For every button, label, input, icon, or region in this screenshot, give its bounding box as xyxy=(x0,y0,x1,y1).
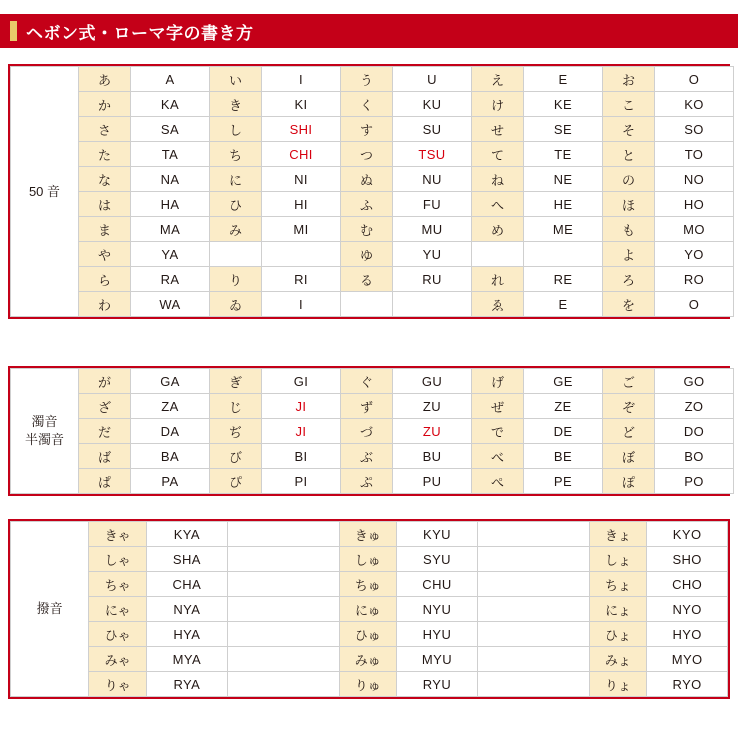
kana-cell: きゅ xyxy=(339,522,397,547)
kana-cell: ぼ xyxy=(603,444,655,469)
kana-cell: ち xyxy=(210,142,262,167)
spacer-cell xyxy=(227,672,339,697)
romaji-cell: RI xyxy=(262,267,341,292)
romaji-cell: TE xyxy=(524,142,603,167)
kana-cell: け xyxy=(472,92,524,117)
kana-cell: に xyxy=(210,167,262,192)
romaji-cell: PA xyxy=(131,469,210,494)
romaji-irregular: ZU xyxy=(422,423,442,439)
kana-cell: そ xyxy=(603,117,655,142)
romaji-irregular: TSU xyxy=(418,146,446,162)
romaji-cell: SO xyxy=(655,117,734,142)
romaji-cell: MA xyxy=(131,217,210,242)
romaji-cell xyxy=(262,394,341,419)
kana-cell: にゅ xyxy=(339,597,397,622)
kana-cell: の xyxy=(603,167,655,192)
romaji-cell: HO xyxy=(655,192,734,217)
kana-cell: へ xyxy=(472,192,524,217)
youon-table-block xyxy=(8,519,730,699)
kana-cell: う xyxy=(341,67,393,92)
romaji-cell: TA xyxy=(131,142,210,167)
kana-cell: ろ xyxy=(603,267,655,292)
kana-cell: え xyxy=(472,67,524,92)
romaji-cell: BE xyxy=(524,444,603,469)
spacer-cell xyxy=(227,572,339,597)
row-label-line: 半濁音 xyxy=(24,432,64,447)
romaji-irregular: JI xyxy=(295,398,307,414)
kana-cell: ひょ xyxy=(589,622,647,647)
row-label-line: 濁音 xyxy=(31,414,58,430)
romaji-cell: SU xyxy=(393,117,472,142)
kana-cell: す xyxy=(341,117,393,142)
spacer-cell xyxy=(477,647,589,672)
romaji-cell: NYO xyxy=(647,597,728,622)
kana-cell: ゑ xyxy=(472,292,524,317)
romaji-cell: BO xyxy=(655,444,734,469)
kana-cell: わ xyxy=(79,292,131,317)
romaji-cell: WA xyxy=(131,292,210,317)
kana-cell: こ xyxy=(603,92,655,117)
kana-cell: を xyxy=(603,292,655,317)
kana-cell: り xyxy=(210,267,262,292)
spacer-cell xyxy=(227,547,339,572)
romaji-cell: NE xyxy=(524,167,603,192)
romaji-cell: BU xyxy=(393,444,472,469)
romaji-cell: ZE xyxy=(524,394,603,419)
romaji-cell: MO xyxy=(655,217,734,242)
table-row xyxy=(11,547,728,572)
romaji-cell: TO xyxy=(655,142,734,167)
romaji-cell: KYO xyxy=(647,522,728,547)
romaji-cell: RE xyxy=(524,267,603,292)
kana-cell: べ xyxy=(472,444,524,469)
kana-cell: ちゅ xyxy=(339,572,397,597)
romaji-cell: KE xyxy=(524,92,603,117)
romaji-cell: HA xyxy=(131,192,210,217)
romaji-irregular: CHI xyxy=(289,146,313,162)
romaji-cell: E xyxy=(524,292,603,317)
kana-cell: ゆ xyxy=(341,242,393,267)
romaji-cell: YO xyxy=(655,242,734,267)
romaji-cell: RU xyxy=(393,267,472,292)
table-row xyxy=(11,572,728,597)
kana-cell: な xyxy=(79,167,131,192)
kana-cell: ど xyxy=(603,419,655,444)
spacer-cell xyxy=(477,522,589,547)
kana-cell-empty xyxy=(472,242,524,267)
table-row xyxy=(11,469,734,494)
table-row xyxy=(11,444,734,469)
kana-cell: よ xyxy=(603,242,655,267)
spacer-cell xyxy=(227,522,339,547)
spacer-cell xyxy=(227,597,339,622)
table-row xyxy=(11,217,734,242)
romaji-cell: KO xyxy=(655,92,734,117)
romaji-cell: KYA xyxy=(147,522,228,547)
romaji-cell: O xyxy=(655,292,734,317)
kana-cell: で xyxy=(472,419,524,444)
romaji-cell: SA xyxy=(131,117,210,142)
romaji-cell: NO xyxy=(655,167,734,192)
romaji-cell: DA xyxy=(131,419,210,444)
kana-cell: りょ xyxy=(589,672,647,697)
kana-cell: る xyxy=(341,267,393,292)
romaji-cell: DO xyxy=(655,419,734,444)
kana-cell: れ xyxy=(472,267,524,292)
kana-cell: が xyxy=(79,369,131,394)
gojuon-row-label xyxy=(11,67,79,317)
romaji-cell: MYO xyxy=(647,647,728,672)
kana-cell-empty xyxy=(210,242,262,267)
gojuon-table-body xyxy=(11,67,734,317)
kana-cell: く xyxy=(341,92,393,117)
table-row xyxy=(11,369,734,394)
table-row xyxy=(11,622,728,647)
romaji-cell: PE xyxy=(524,469,603,494)
spacer-cell xyxy=(477,547,589,572)
romaji-cell: GE xyxy=(524,369,603,394)
table-row xyxy=(11,522,728,547)
kana-cell: み xyxy=(210,217,262,242)
table-row xyxy=(11,647,728,672)
kana-cell: か xyxy=(79,92,131,117)
row-label-line: 撥音 xyxy=(36,601,63,617)
romaji-cell: NYA xyxy=(147,597,228,622)
romaji-cell: ZO xyxy=(655,394,734,419)
romaji-cell: PI xyxy=(262,469,341,494)
romaji-cell: SE xyxy=(524,117,603,142)
romaji-cell: MU xyxy=(393,217,472,242)
romaji-cell: YU xyxy=(393,242,472,267)
romaji-cell: KA xyxy=(131,92,210,117)
kana-cell: び xyxy=(210,444,262,469)
romaji-cell: KYU xyxy=(397,522,478,547)
romaji-cell: GI xyxy=(262,369,341,394)
romaji-cell: FU xyxy=(393,192,472,217)
romaji-cell: GU xyxy=(393,369,472,394)
romaji-cell: HE xyxy=(524,192,603,217)
spacer-cell xyxy=(477,572,589,597)
romaji-cell: MI xyxy=(262,217,341,242)
romaji-cell: RYO xyxy=(647,672,728,697)
romaji-cell xyxy=(393,419,472,444)
spacer-cell xyxy=(477,672,589,697)
kana-cell: みゃ xyxy=(89,647,147,672)
table-row xyxy=(11,167,734,192)
romaji-cell: PU xyxy=(393,469,472,494)
kana-cell: ひ xyxy=(210,192,262,217)
kana-cell: お xyxy=(603,67,655,92)
kana-cell: ぎ xyxy=(210,369,262,394)
kana-cell: ね xyxy=(472,167,524,192)
romaji-cell: RYU xyxy=(397,672,478,697)
spacer-cell xyxy=(477,597,589,622)
kana-cell-empty xyxy=(341,292,393,317)
table-row xyxy=(11,394,734,419)
romaji-cell xyxy=(262,419,341,444)
kana-cell: ひゃ xyxy=(89,622,147,647)
romaji-cell: KI xyxy=(262,92,341,117)
kana-cell: せ xyxy=(472,117,524,142)
table-row xyxy=(11,267,734,292)
romaji-cell: CHA xyxy=(147,572,228,597)
romaji-cell: NA xyxy=(131,167,210,192)
row-label-line: 50 音 xyxy=(28,183,61,199)
kana-cell: ぶ xyxy=(341,444,393,469)
kana-cell: つ xyxy=(341,142,393,167)
kana-cell: ら xyxy=(79,267,131,292)
kana-cell: む xyxy=(341,217,393,242)
romaji-cell: YA xyxy=(131,242,210,267)
kana-cell: みゅ xyxy=(339,647,397,672)
kana-cell: ちょ xyxy=(589,572,647,597)
kana-cell: あ xyxy=(79,67,131,92)
table-row xyxy=(11,117,734,142)
romaji-cell: BI xyxy=(262,444,341,469)
romaji-cell xyxy=(393,142,472,167)
table-row xyxy=(11,92,734,117)
kana-cell: ちゃ xyxy=(89,572,147,597)
kana-cell: て xyxy=(472,142,524,167)
kana-cell: ぜ xyxy=(472,394,524,419)
romaji-cell: CHO xyxy=(647,572,728,597)
kana-cell: ざ xyxy=(79,394,131,419)
kana-cell: じ xyxy=(210,394,262,419)
romaji-cell: NU xyxy=(393,167,472,192)
kana-cell: ぢ xyxy=(210,419,262,444)
kana-cell: ぞ xyxy=(603,394,655,419)
kana-cell: しゃ xyxy=(89,547,147,572)
page-title: ヘボン式・ローマ字の書き方 xyxy=(26,23,254,43)
romaji-cell: NYU xyxy=(397,597,478,622)
kana-cell: ぽ xyxy=(603,469,655,494)
romaji-cell: RA xyxy=(131,267,210,292)
gojuon-table-block xyxy=(8,64,730,319)
romaji-cell: CHU xyxy=(397,572,478,597)
header-accent-bar xyxy=(10,21,17,41)
kana-cell: や xyxy=(79,242,131,267)
kana-cell: き xyxy=(210,92,262,117)
kana-cell: ご xyxy=(603,369,655,394)
romaji-cell: PO xyxy=(655,469,734,494)
kana-cell: りゃ xyxy=(89,672,147,697)
romaji-cell: ME xyxy=(524,217,603,242)
kana-cell: ひゅ xyxy=(339,622,397,647)
romaji-cell: DE xyxy=(524,419,603,444)
romaji-cell: O xyxy=(655,67,734,92)
kana-cell: ず xyxy=(341,394,393,419)
dakuon-table xyxy=(10,368,734,494)
kana-cell: づ xyxy=(341,419,393,444)
romaji-cell: RO xyxy=(655,267,734,292)
kana-cell: さ xyxy=(79,117,131,142)
romaji-cell: A xyxy=(131,67,210,92)
spacer-cell xyxy=(477,622,589,647)
romaji-cell: ZA xyxy=(131,394,210,419)
romaji-cell xyxy=(262,117,341,142)
kana-cell: しょ xyxy=(589,547,647,572)
kana-cell: ぬ xyxy=(341,167,393,192)
kana-cell: ま xyxy=(79,217,131,242)
gojuon-table xyxy=(10,66,734,317)
romaji-cell: GO xyxy=(655,369,734,394)
romaji-cell: HYU xyxy=(397,622,478,647)
kana-cell: め xyxy=(472,217,524,242)
table-row xyxy=(11,419,734,444)
kana-cell: きょ xyxy=(589,522,647,547)
youon-row-label xyxy=(11,522,89,697)
kana-cell: しゅ xyxy=(339,547,397,572)
romaji-cell: SYU xyxy=(397,547,478,572)
romaji-cell-empty xyxy=(393,292,472,317)
table-row xyxy=(11,292,734,317)
table-row xyxy=(11,142,734,167)
romaji-cell: BA xyxy=(131,444,210,469)
kana-cell: ぱ xyxy=(79,469,131,494)
romaji-cell: MYU xyxy=(397,647,478,672)
romaji-irregular: SHI xyxy=(289,121,313,137)
table-row xyxy=(11,192,734,217)
kana-cell: ゐ xyxy=(210,292,262,317)
spacer-cell xyxy=(227,622,339,647)
kana-cell: し xyxy=(210,117,262,142)
kana-cell: ほ xyxy=(603,192,655,217)
kana-cell: にょ xyxy=(589,597,647,622)
page-header-banner xyxy=(0,14,738,48)
romaji-cell: KU xyxy=(393,92,472,117)
romaji-cell: SHO xyxy=(647,547,728,572)
youon-table xyxy=(10,521,728,697)
kana-cell: た xyxy=(79,142,131,167)
romaji-cell: E xyxy=(524,67,603,92)
romaji-cell: SHA xyxy=(147,547,228,572)
romaji-cell: I xyxy=(262,67,341,92)
table-row xyxy=(11,672,728,697)
kana-cell: ぺ xyxy=(472,469,524,494)
kana-cell: げ xyxy=(472,369,524,394)
spacer-cell xyxy=(227,647,339,672)
romaji-cell: MYA xyxy=(147,647,228,672)
table-row xyxy=(11,597,728,622)
kana-cell: りゅ xyxy=(339,672,397,697)
romaji-cell: GA xyxy=(131,369,210,394)
kana-cell: ば xyxy=(79,444,131,469)
romaji-cell: NI xyxy=(262,167,341,192)
dakuon-table-body xyxy=(11,369,734,494)
romaji-cell: HYO xyxy=(647,622,728,647)
kana-cell: も xyxy=(603,217,655,242)
kana-cell: にゃ xyxy=(89,597,147,622)
dakuon-row-label xyxy=(11,369,79,494)
kana-cell: だ xyxy=(79,419,131,444)
youon-table-body xyxy=(11,522,728,697)
kana-cell: ふ xyxy=(341,192,393,217)
kana-cell: ぴ xyxy=(210,469,262,494)
romaji-cell-empty xyxy=(524,242,603,267)
romaji-cell: RYA xyxy=(147,672,228,697)
romaji-cell xyxy=(262,142,341,167)
romaji-cell: U xyxy=(393,67,472,92)
romaji-cell: HI xyxy=(262,192,341,217)
romaji-cell: I xyxy=(262,292,341,317)
kana-cell: ぷ xyxy=(341,469,393,494)
table-row xyxy=(11,242,734,267)
kana-cell: ぐ xyxy=(341,369,393,394)
dakuon-table-block xyxy=(8,366,730,496)
kana-cell: と xyxy=(603,142,655,167)
kana-cell: きゃ xyxy=(89,522,147,547)
romaji-cell: HYA xyxy=(147,622,228,647)
romaji-cell: ZU xyxy=(393,394,472,419)
romaji-cell-empty xyxy=(262,242,341,267)
romaji-irregular: JI xyxy=(295,423,307,439)
kana-cell: い xyxy=(210,67,262,92)
kana-cell: みょ xyxy=(589,647,647,672)
kana-cell: は xyxy=(79,192,131,217)
table-row xyxy=(11,67,734,92)
